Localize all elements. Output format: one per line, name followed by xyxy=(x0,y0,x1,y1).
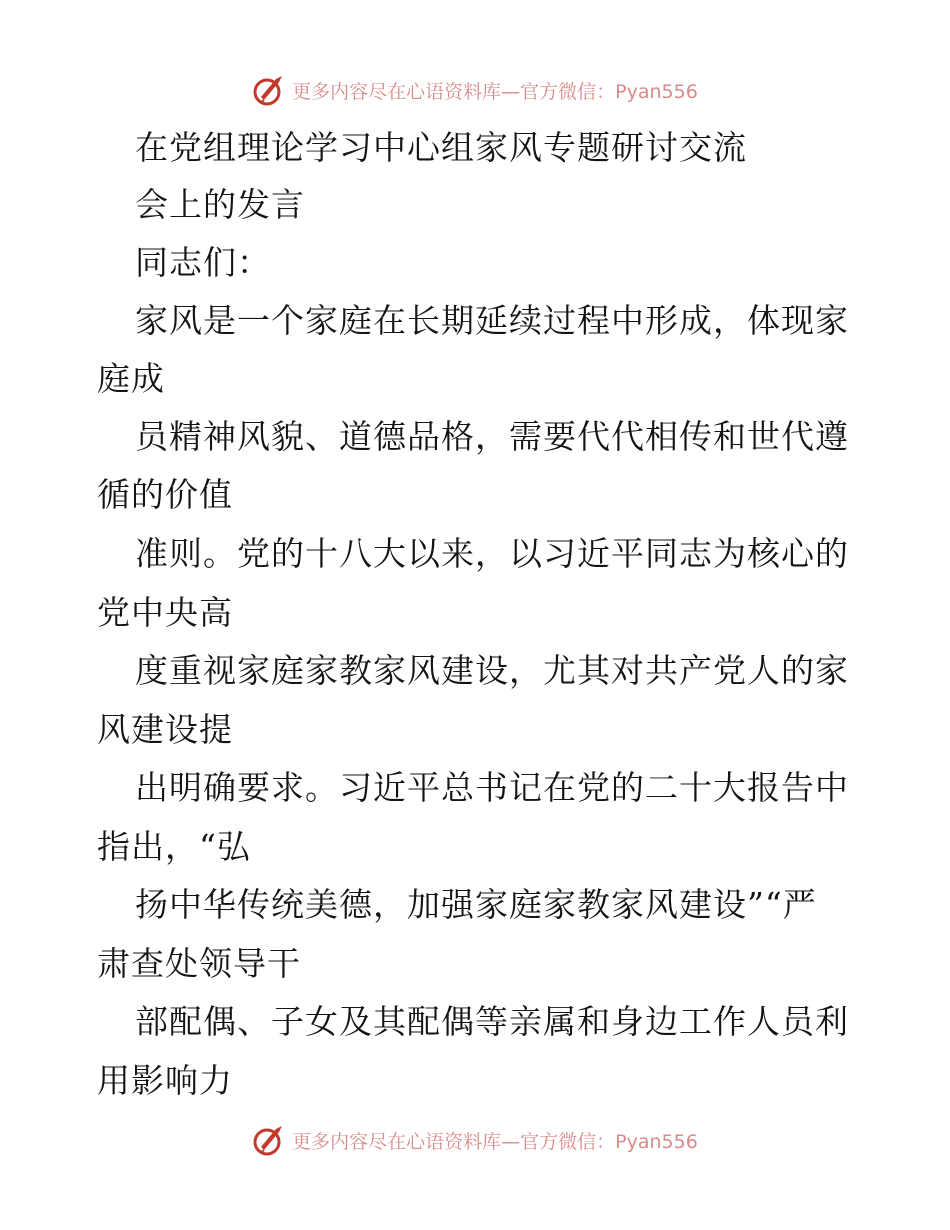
paragraph-line: 出明确要求。习近平总书记在党的二十大报告中 xyxy=(135,768,849,807)
paragraph-line: 度重视家庭家教家风建设，尤其对共产党人的家 xyxy=(135,651,849,690)
paragraph-line: 扬中华传统美德，加强家庭家教家风建设”“严 xyxy=(135,885,817,924)
watermark-text: 更多内容尽在心语资料库—官方微信：Pyan556 xyxy=(292,80,698,103)
salutation: 同志们： xyxy=(135,243,271,282)
paragraph-line: 循的价值 xyxy=(97,475,233,514)
watermark-text: 更多内容尽在心语资料库—官方微信：Pyan556 xyxy=(292,1130,698,1153)
paragraph-line: 家风是一个家庭在长期延续过程中形成，体现家 xyxy=(135,301,849,340)
paragraph-line: 准则。党的十八大以来，以习近平同志为核心的 xyxy=(135,534,849,573)
watermark-footer xyxy=(0,1120,950,1160)
paragraph-line: 部配偶、子女及其配偶等亲属和身边工作人员利 xyxy=(135,1002,849,1041)
paragraph-line: 肃查处领导干 xyxy=(97,944,301,983)
paragraph-line: 用影响力 xyxy=(97,1061,233,1100)
paragraph-line: 党中央高 xyxy=(97,593,233,632)
document-title-line-2: 会上的发言 xyxy=(135,185,305,224)
watermark-header xyxy=(0,70,950,110)
paragraph-line: 指出，“弘 xyxy=(97,827,251,866)
paragraph-line: 庭成 xyxy=(97,359,165,398)
paragraph-line: 员精神风貌、道德品格，需要代代相传和世代遵 xyxy=(135,417,849,456)
paragraph-line: 风建设提 xyxy=(97,710,233,749)
quill-logo-icon xyxy=(252,1123,286,1157)
document-title-line-1: 在党组理论学习中心组家风专题研讨交流 xyxy=(135,128,747,167)
quill-logo-icon xyxy=(252,73,286,107)
